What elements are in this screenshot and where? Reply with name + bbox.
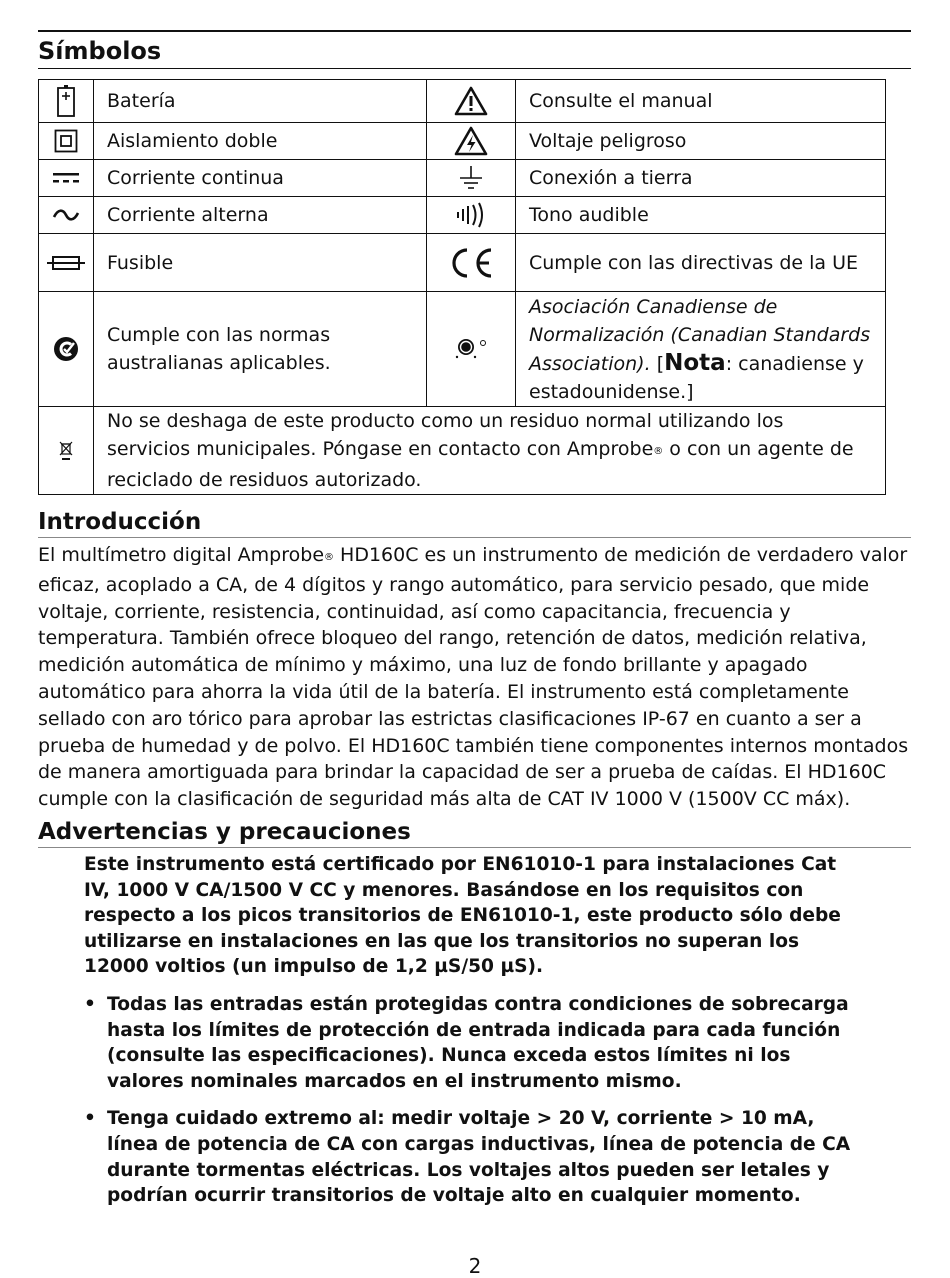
symbol-description: Tono audible xyxy=(516,197,886,234)
weee-description xyxy=(94,407,886,495)
intro-heading: Introducción xyxy=(38,507,911,538)
ce-mark-icon xyxy=(427,246,515,280)
symbol-cell xyxy=(39,123,94,160)
page-number: 2 xyxy=(468,1254,482,1278)
double-insulation-icon xyxy=(39,129,93,153)
csa-description xyxy=(516,292,886,407)
symbol-description: Conexión a tierra xyxy=(516,160,886,197)
csa-italic-text: Asociación Canadiense de Normalización (Canadian Standards Association). xyxy=(529,295,871,375)
c-tick-icon xyxy=(39,336,93,362)
warning-triangle-icon xyxy=(427,86,515,116)
audible-tone-icon xyxy=(427,202,515,228)
bullet-text: Tenga cuidado extremo al: medir voltaje > 20 V, corriente > 10 mA, línea de potencia de CA con cargas inductivas, línea de potencia de CA durante tormentas eléctricas. Los voltajes altos pueden ser letales y podrían ocurrir transitorios de voltaje alto en cualquier momento. xyxy=(107,1108,851,1207)
symbols-table xyxy=(38,79,886,495)
table-row xyxy=(39,407,886,495)
csa-open-bracket: [ xyxy=(656,352,665,375)
direct-current-icon xyxy=(39,171,93,185)
table-row xyxy=(39,197,886,234)
symbol-cell xyxy=(427,197,516,234)
symbol-description: Corriente continua xyxy=(94,160,427,197)
battery-icon xyxy=(39,84,93,118)
alternating-current-icon xyxy=(39,208,93,222)
symbol-description: Consulte el manual xyxy=(516,80,886,123)
nota-label: Nota xyxy=(664,349,726,376)
symbol-cell xyxy=(39,80,94,123)
symbol-cell xyxy=(39,160,94,197)
manual-page xyxy=(38,30,911,1221)
symbol-cell xyxy=(427,234,516,292)
table-row xyxy=(39,80,886,123)
fuse-icon xyxy=(39,254,93,272)
symbol-description: Cumple con las directivas de la UE xyxy=(516,234,886,292)
list-item xyxy=(84,992,864,1094)
table-row xyxy=(39,234,886,292)
symbol-description: Batería xyxy=(94,80,427,123)
registered-mark: ® xyxy=(324,552,335,563)
intro-text-part2: HD160C es un instrumento de medición de verdadero valor eficaz, acoplado a CA, de 4 dígitos y rango automático, para servicio pesado, que mide voltaje, corriente, resistencia, continuidad, así como capacitancia, frecuencia y temperatura. También ofrece bloqueo del rango, retención de datos, medición relativa, medición automática de mínimo y máximo, una luz de fondo brillante y apagado automático para ahorra la vida útil de la batería. El instrumento está completamente sellado con aro tórico para aprobar las estrictas clasificaciones IP-67 en cuanto a ser a prueba de humedad y de polvo. El HD160C también tiene componentes internos montados de manera amortiguada para brindar la capacidad de ser a prueba de caídas. El HD160C cumple con la clasificación de seguridad más alta de CAT IV 1000 V (1500V CC máx). xyxy=(38,544,909,811)
symbol-description: Aislamiento doble xyxy=(94,123,427,160)
symbol-cell xyxy=(427,292,516,407)
bullet-icon: • xyxy=(84,1108,96,1130)
symbol-cell xyxy=(39,407,94,495)
intro-paragraph xyxy=(38,542,911,813)
table-row xyxy=(39,292,886,407)
warnings-intro-paragraph: Este instrumento está certificado por EN61010-1 para instalaciones Cat IV, 1000 V CA/1500 V CC y menores. Basándose en los requisitos con respecto a los picos transitorios de EN61010-1, este producto sólo debe utilizarse en instalaciones en las que los transitorios no superan los 12000 voltios (un impulso de 1,2 µS/50 µS). xyxy=(84,853,841,978)
bullet-text: Todas las entradas están protegidas contra condiciones de sobrecarga hasta los límites de protección de entrada indicada para cada función (consulte las especificaciones). Nunca exceda estos límites ni los valores nominales marcados en el instrumento mismo. xyxy=(107,993,849,1092)
symbol-description: Voltaje peligroso xyxy=(516,123,886,160)
high-voltage-icon xyxy=(427,126,515,156)
bullet-icon: • xyxy=(84,993,96,1015)
symbol-cell xyxy=(427,80,516,123)
symbol-cell xyxy=(427,160,516,197)
table-row xyxy=(39,160,886,197)
weee-text-part2: o con un agente de reciclado de residuos autorizado. xyxy=(107,438,854,491)
weee-text-part1: No se deshaga de este producto como un residuo normal utilizando los servicios municipales. Póngase en contacto con Amprobe xyxy=(107,410,784,460)
nota-colon: : xyxy=(725,352,733,375)
weee-bin-icon xyxy=(39,440,93,462)
registered-mark: ® xyxy=(653,446,664,457)
intro-text-part1: El multímetro digital Amprobe xyxy=(38,544,325,566)
list-item xyxy=(84,1106,864,1208)
table-row xyxy=(39,123,886,160)
warnings-list xyxy=(84,992,864,1209)
symbol-cell xyxy=(39,292,94,407)
csa-mark-icon xyxy=(427,338,515,360)
symbols-heading: Símbolos xyxy=(38,30,911,69)
symbol-cell xyxy=(39,234,94,292)
symbol-description: Corriente alterna xyxy=(94,197,427,234)
ground-icon xyxy=(427,165,515,191)
symbol-description: Cumple con las normas australianas aplicables. xyxy=(94,292,427,407)
symbol-cell xyxy=(427,123,516,160)
symbol-description: Fusible xyxy=(94,234,427,292)
symbol-cell xyxy=(39,197,94,234)
nota-text: canadiense y estadounidense.] xyxy=(529,352,864,403)
warnings-heading: Advertencias y precauciones xyxy=(38,817,911,848)
